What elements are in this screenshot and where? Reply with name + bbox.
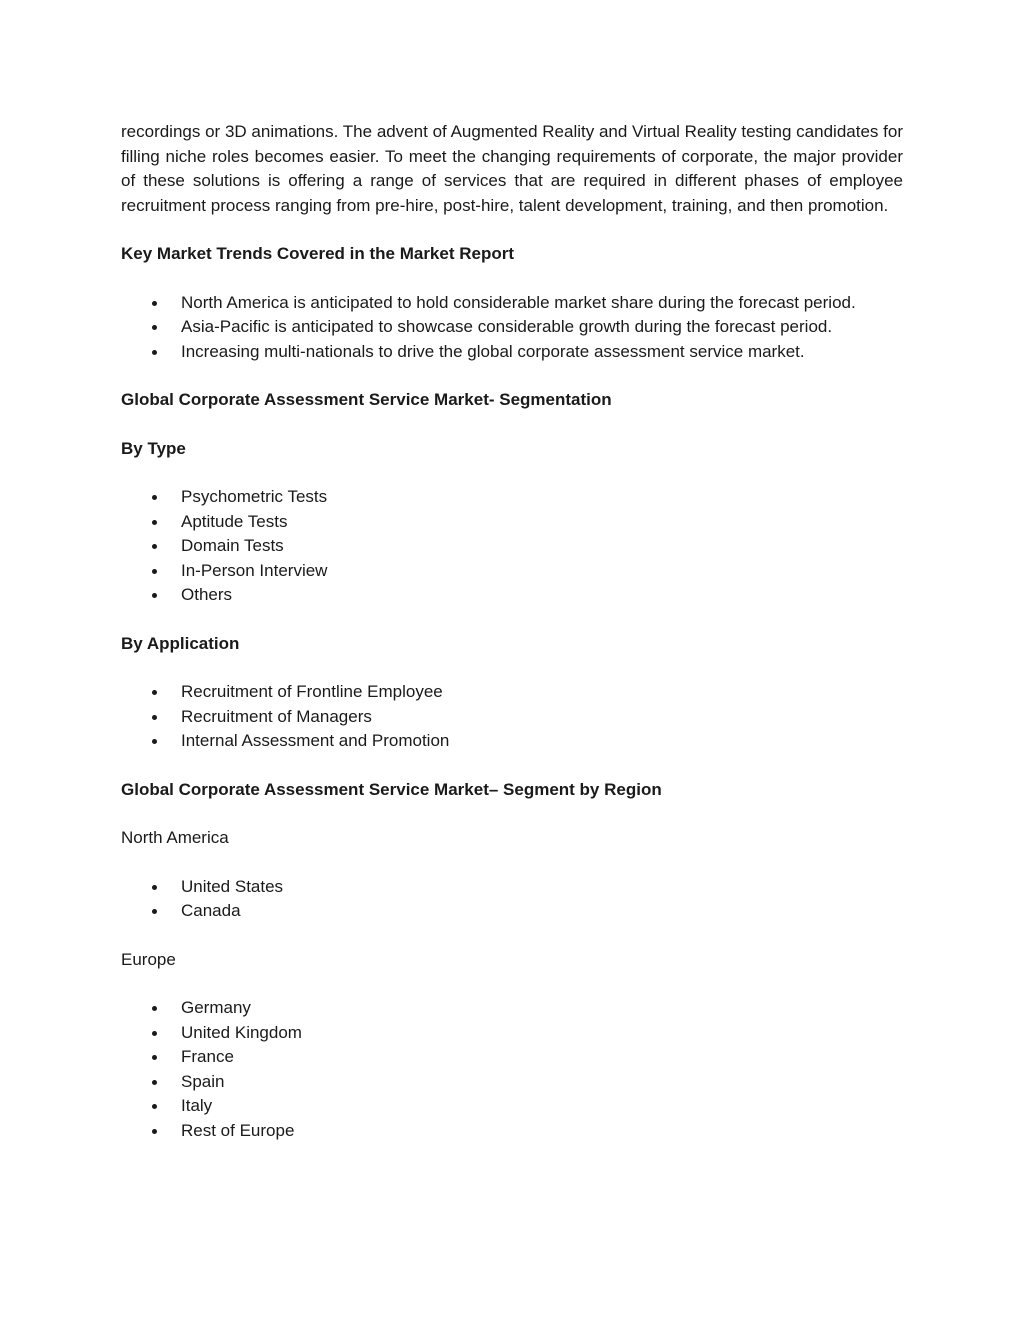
list-item: Psychometric Tests xyxy=(121,485,903,510)
list-item: Recruitment of Frontline Employee xyxy=(121,680,903,705)
list-item: Canada xyxy=(121,899,903,924)
list-item: Domain Tests xyxy=(121,534,903,559)
by-region-heading: Global Corporate Assessment Service Market– Segment by Region xyxy=(121,779,662,799)
intro-paragraph: recordings or 3D animations. The advent of Augmented Reality and Virtual Reality testing candidates for filling niche roles becomes easier. To meet the changing requirements of corporate, the major provider of these solutions is offering a range of services that are required in different phases of employee recruitment process ranging from pre-hire, post-hire, talent development, training, and then promotion. xyxy=(121,122,903,215)
north-america-list xyxy=(121,875,903,924)
by-type-heading: By Type xyxy=(121,438,186,458)
list-item: Asia-Pacific is anticipated to showcase considerable growth during the forecast period. xyxy=(121,315,903,340)
list-item: Increasing multi-nationals to drive the global corporate assessment service market. xyxy=(121,340,903,365)
list-item: In-Person Interview xyxy=(121,559,903,584)
list-item: Internal Assessment and Promotion xyxy=(121,729,903,754)
europe-label: Europe xyxy=(121,949,176,969)
list-item: North America is anticipated to hold considerable market share during the forecast period. xyxy=(121,291,903,316)
by-application-list xyxy=(121,680,903,754)
list-item: Rest of Europe xyxy=(121,1119,903,1144)
list-item: United States xyxy=(121,875,903,900)
list-item: Aptitude Tests xyxy=(121,510,903,535)
list-item: United Kingdom xyxy=(121,1021,903,1046)
segmentation-heading: Global Corporate Assessment Service Market- Segmentation xyxy=(121,390,612,409)
list-item: Germany xyxy=(121,996,903,1021)
list-item: Recruitment of Managers xyxy=(121,705,903,730)
list-item: France xyxy=(121,1045,903,1070)
document-page xyxy=(121,120,903,1143)
list-item: Italy xyxy=(121,1094,903,1119)
by-type-list xyxy=(121,485,903,608)
north-america-label: North America xyxy=(121,828,229,847)
europe-list xyxy=(121,996,903,1143)
trends-list xyxy=(121,291,903,365)
list-item: Others xyxy=(121,583,903,608)
list-item: Spain xyxy=(121,1070,903,1095)
trends-heading: Key Market Trends Covered in the Market Report xyxy=(121,244,515,263)
by-application-heading: By Application xyxy=(121,633,240,653)
